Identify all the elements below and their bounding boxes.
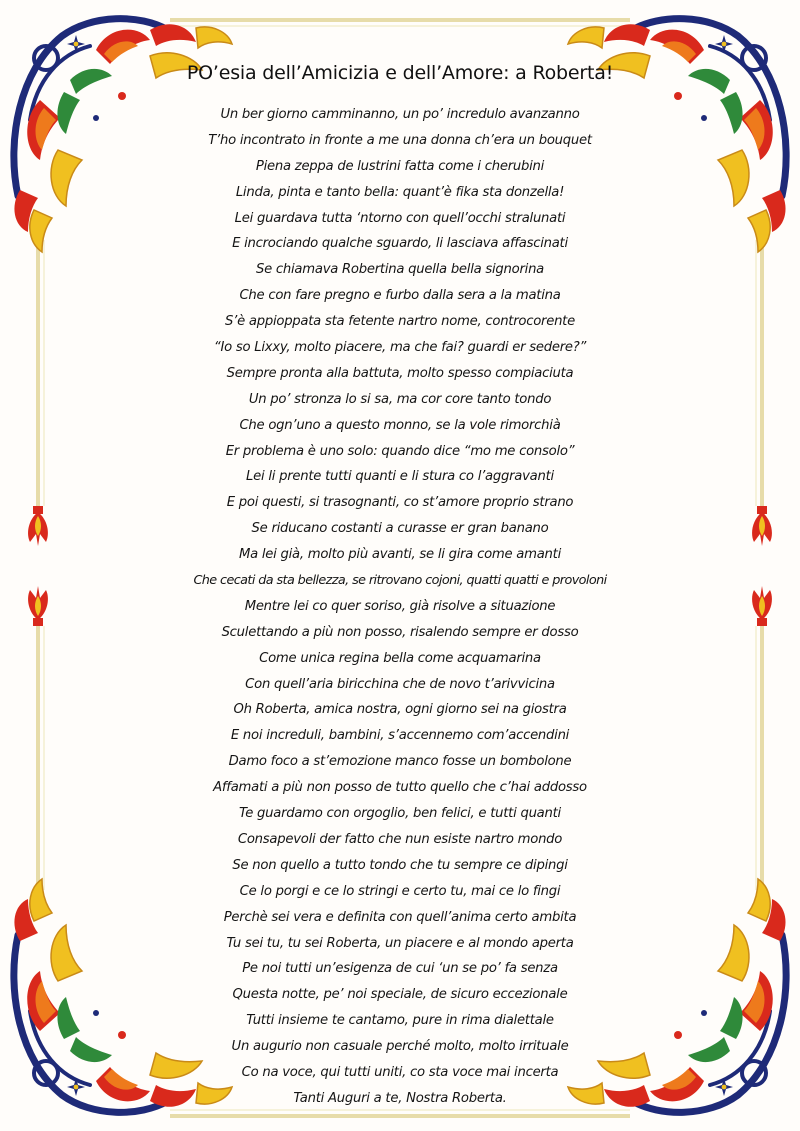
poem-line: S’è appioppata sta fetente nartro nome, controcorente bbox=[225, 314, 575, 330]
poem-line: Un augurio non casuale perché molto, molto irrituale bbox=[231, 1039, 569, 1055]
poem-line: Ce lo porgi e ce lo stringi e certo tu, mai ce lo fingi bbox=[239, 883, 561, 899]
poem-line: Perchè sei vera e definita con quell’anima certo ambita bbox=[223, 909, 577, 925]
poem-line: Mentre lei co quer soriso, già risolve a situazione bbox=[244, 598, 556, 614]
poem-line: E incrociando qualche sguardo, li lasciava affascinati bbox=[232, 236, 568, 252]
poem-line: Ma lei già, molto più avanti, se li gira come amanti bbox=[238, 547, 562, 563]
poem-line: Sempre pronta alla battuta, molto spesso compiaciuta bbox=[226, 365, 574, 381]
poem-line: Lei li prente tutti quanti e li stura co l’aggravanti bbox=[246, 469, 554, 485]
poem-line: Piena zeppa de lustrini fatta come i cherubini bbox=[255, 158, 545, 174]
poem-line: “Io so Lixxy, molto piacere, ma che fai? guardi er sedere?” bbox=[213, 340, 587, 356]
poem-line: Questa notte, pe’ noi speciale, de sicuro eccezionale bbox=[232, 987, 568, 1003]
poem-line: Se non quello a tutto tondo che tu sempre ce dipingi bbox=[232, 857, 568, 873]
poem-line: Linda, pinta e tanto bella: quant’è fika sta donzella! bbox=[235, 184, 565, 200]
poem-title: PO’esia dell’Amicizia e dell’Amore: a Roberta! bbox=[186, 62, 614, 84]
poem-line: Se chiamava Robertina quella bella signorina bbox=[255, 262, 545, 278]
poem-line: Oh Roberta, amica nostra, ogni giorno sei na giostra bbox=[233, 702, 567, 718]
poem-line: Affamati a più non posso de tutto quello che c’hai addosso bbox=[213, 780, 587, 796]
poem-line: Co na voce, qui tutti uniti, co sta voce mai incerta bbox=[241, 1064, 559, 1080]
poem-line: Damo foco a st’emozione manco fosse un bombolone bbox=[228, 754, 572, 770]
poem-line: E poi questi, si trasognanti, co st’amore proprio strano bbox=[226, 495, 574, 511]
tassel-left-lower bbox=[28, 586, 48, 626]
poem-line: E noi increduli, bambini, s’accennemo com’accendini bbox=[230, 728, 570, 744]
poem-line: T’ho incontrato in fronte a me una donna ch’era un bouquet bbox=[208, 132, 592, 148]
poem-line: Se riducano costanti a curasse er gran banano bbox=[251, 521, 549, 537]
tassel-right-upper bbox=[752, 506, 772, 546]
poem-line: Tu sei tu, tu sei Roberta, un piacere e al mondo aperta bbox=[226, 935, 574, 951]
poem-line: Che con fare pregno e furbo dalla sera a la matina bbox=[239, 288, 561, 304]
poem-line: Tanti Auguri a te, Nostra Roberta. bbox=[293, 1090, 507, 1106]
tassel-right-lower bbox=[752, 586, 772, 626]
poem-line: Consapevoli der fatto che nun esiste nartro mondo bbox=[237, 831, 563, 847]
poem-line: Lei guardava tutta ‘ntorno con quell’occhi stralunati bbox=[234, 210, 566, 226]
poem-line: Un po’ stronza lo si sa, ma cor core tanto tondo bbox=[248, 391, 552, 407]
poem-line: Un ber giorno camminanno, un po’ incredulo avanzanno bbox=[220, 107, 580, 122]
tassel-left-upper bbox=[28, 506, 48, 546]
poem-line: Che cecati da sta bellezza, se ritrovano cojoni, quatti quatti e provoloni bbox=[193, 573, 607, 589]
poem-line: Sculettando a più non posso, risalendo sempre er dosso bbox=[221, 624, 579, 640]
poem-line: Te guardamo con orgoglio, ben felici, e tutti quanti bbox=[239, 806, 561, 822]
poem-line: Pe noi tutti un’esigenza de cui ‘un se po’ fa senza bbox=[242, 961, 558, 977]
poem-line: Come unica regina bella come acquamarina bbox=[259, 650, 541, 666]
poem-line: Tutti insieme te cantamo, pure in rima dialettale bbox=[246, 1013, 554, 1029]
poem-line: Er problema è uno solo: quando dice “mo me consolo” bbox=[225, 443, 575, 459]
poem-line: Con quell’aria biricchina che de novo t’arivvicina bbox=[245, 676, 555, 692]
poem-line: Che ogn’uno a questo monno, se la vole rimorchià bbox=[239, 417, 561, 433]
poem-verses bbox=[150, 102, 650, 1112]
